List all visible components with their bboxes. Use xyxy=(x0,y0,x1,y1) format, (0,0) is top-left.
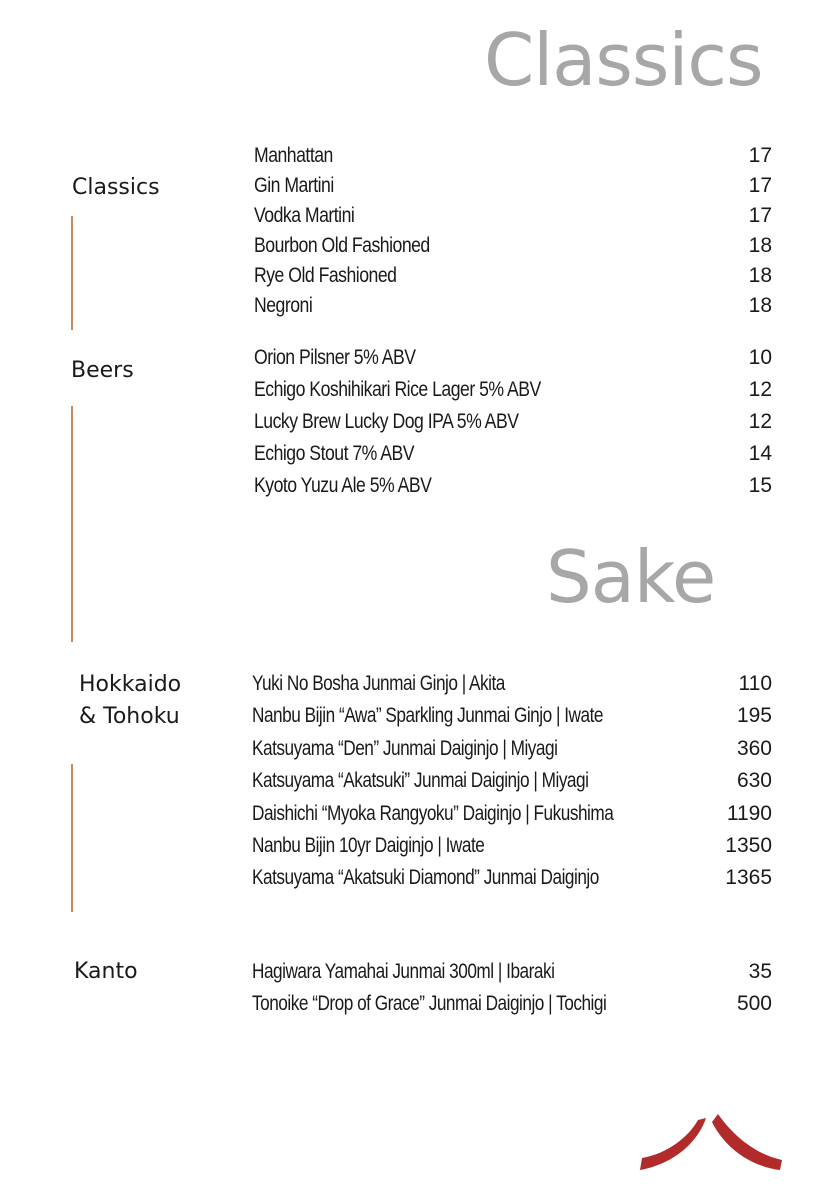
hokkaido-divider xyxy=(71,764,73,912)
menu-item xyxy=(254,291,772,321)
menu-item xyxy=(252,733,772,765)
item-price: 1190 xyxy=(726,801,772,825)
menu-item xyxy=(252,798,772,830)
menu-item xyxy=(254,141,772,171)
item-price: 14 xyxy=(748,442,772,465)
item-price: 18 xyxy=(748,294,772,317)
item-price: 17 xyxy=(748,174,772,197)
item-price: 17 xyxy=(748,144,772,167)
menu-item xyxy=(254,406,772,438)
menu-item xyxy=(254,470,772,502)
item-price: 110 xyxy=(738,672,772,695)
classics-list xyxy=(254,141,772,321)
item-price: 12 xyxy=(748,378,772,401)
item-price: 10 xyxy=(748,346,772,369)
menu-item xyxy=(252,765,772,797)
item-name: Echigo Koshihikari Rice Lager 5% ABV xyxy=(254,378,541,401)
item-price: 500 xyxy=(736,992,772,1015)
menu-item xyxy=(254,438,772,470)
category-beers: Beers xyxy=(71,358,134,383)
beers-list xyxy=(254,342,772,502)
menu-item xyxy=(252,668,772,700)
menu-item xyxy=(254,171,772,201)
menu-item xyxy=(252,956,772,988)
item-price: 18 xyxy=(748,234,772,257)
menu-item xyxy=(252,830,772,862)
restaurant-logo xyxy=(636,1108,786,1172)
item-price: 18 xyxy=(748,264,772,287)
item-name: Negroni xyxy=(254,294,313,317)
item-name: Echigo Stout 7% ABV xyxy=(254,442,415,465)
menu-item xyxy=(252,862,772,894)
item-name: Katsuyama “Akatsuki Diamond” Junmai Daiginjo xyxy=(252,866,599,890)
item-price: 360 xyxy=(736,736,772,760)
item-price: 17 xyxy=(748,204,772,227)
item-name: Bourbon Old Fashioned xyxy=(254,234,430,257)
item-price: 1365 xyxy=(725,866,772,890)
item-price: 1350 xyxy=(725,833,772,857)
sake-heading: Sake xyxy=(546,535,716,619)
item-name: Katsuyama “Akatsuki” Junmai Daiginjo | Miyagi xyxy=(252,769,589,793)
category-hokkaido-tohoku xyxy=(79,669,181,733)
item-name: Gin Martini xyxy=(254,174,334,197)
category-line: & Tohoku xyxy=(79,704,180,729)
item-name: Tonoike “Drop of Grace” Junmai Daiginjo | Tochigi xyxy=(252,992,607,1015)
item-name: Katsuyama “Den” Junmai Daiginjo | Miyagi xyxy=(252,736,558,760)
item-price: 35 xyxy=(748,960,772,983)
item-name: Orion Pilsner 5% ABV xyxy=(254,346,416,369)
hokkaido-tohoku-list xyxy=(252,668,772,895)
item-name: Lucky Brew Lucky Dog IPA 5% ABV xyxy=(254,410,519,433)
menu-item xyxy=(254,374,772,406)
menu-item xyxy=(254,231,772,261)
item-name: Nanbu Bijin 10yr Daiginjo | Iwate xyxy=(252,833,485,857)
item-price: 12 xyxy=(748,410,772,433)
menu-item xyxy=(254,201,772,231)
item-name: Nanbu Bijin “Awa” Sparkling Junmai Ginjo | Iwate xyxy=(252,704,603,728)
item-name: Yuki No Bosha Junmai Ginjo | Akita xyxy=(252,672,505,695)
category-line: Hokkaido xyxy=(79,672,182,697)
category-kanto: Kanto xyxy=(74,959,138,984)
item-name: Kyoto Yuzu Ale 5% ABV xyxy=(254,474,432,497)
item-price: 630 xyxy=(736,769,772,793)
item-name: Daishichi “Myoka Rangyoku” Daiginjo | Fukushima xyxy=(252,801,614,825)
classics-heading: Classics xyxy=(484,18,763,102)
item-name: Hagiwara Yamahai Junmai 300ml | Ibaraki xyxy=(252,960,555,983)
menu-item xyxy=(252,988,772,1020)
item-name: Manhattan xyxy=(254,144,333,167)
kanto-list xyxy=(252,956,772,1020)
item-name: Vodka Martini xyxy=(254,204,355,227)
item-price: 195 xyxy=(736,704,772,728)
beers-divider xyxy=(71,406,73,642)
menu-item xyxy=(254,261,772,291)
menu-item xyxy=(254,342,772,374)
category-classics: Classics xyxy=(72,175,160,200)
classics-divider xyxy=(71,216,73,330)
item-price: 15 xyxy=(748,474,772,497)
menu-item xyxy=(252,700,772,732)
item-name: Rye Old Fashioned xyxy=(254,264,397,287)
